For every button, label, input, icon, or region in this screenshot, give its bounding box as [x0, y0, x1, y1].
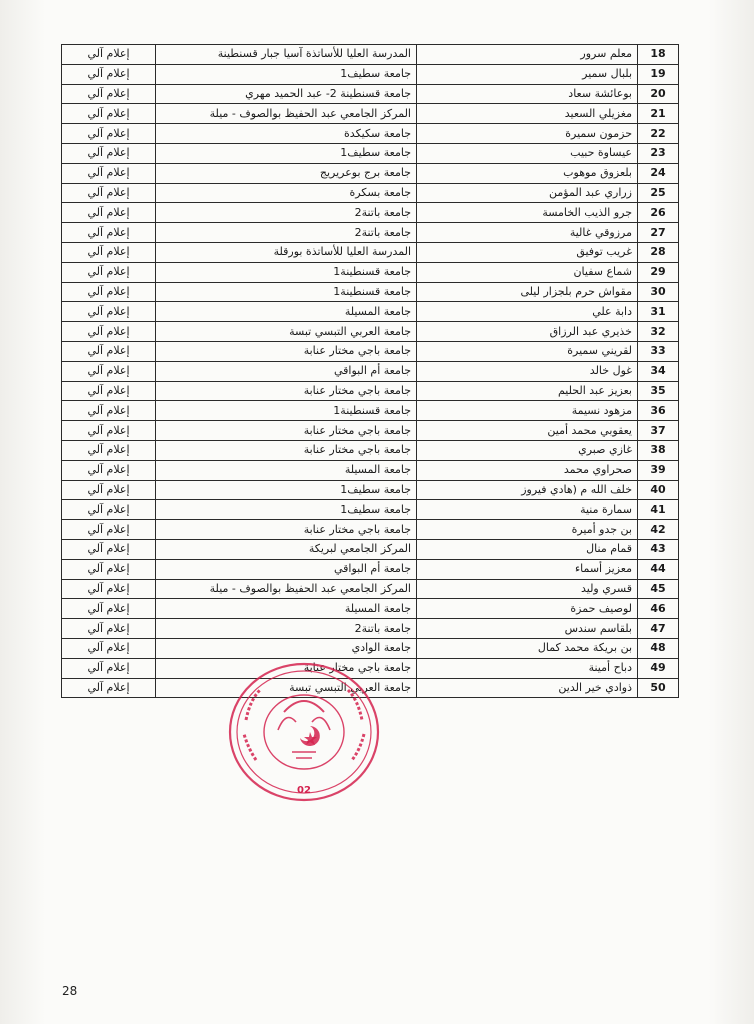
candidate-name-cell: غول خالد [417, 361, 638, 381]
row-number-cell: 31 [638, 302, 679, 322]
candidate-name-cell: قمام منال [417, 539, 638, 559]
row-number-cell: 25 [638, 183, 679, 203]
university-cell: جامعة سطيف1 [156, 143, 417, 163]
university-cell: جامعة العربي التبسي تبسة [156, 322, 417, 342]
university-cell: جامعة سكيكدة [156, 124, 417, 144]
row-number-cell: 23 [638, 143, 679, 163]
table-row [62, 84, 679, 104]
specialty-cell: إعلام آلي [62, 143, 156, 163]
candidate-name-cell: دابة علي [417, 302, 638, 322]
specialty-cell: إعلام آلي [62, 401, 156, 421]
specialty-cell: إعلام آلي [62, 104, 156, 124]
row-number-cell: 32 [638, 322, 679, 342]
specialty-cell: إعلام آلي [62, 124, 156, 144]
candidate-name-cell: معزيز أسماء [417, 559, 638, 579]
row-number-cell: 44 [638, 559, 679, 579]
specialty-cell: إعلام آلي [62, 262, 156, 282]
specialty-cell: إعلام آلي [62, 460, 156, 480]
row-number-cell: 26 [638, 203, 679, 223]
candidate-name-cell: بوعائشة سعاد [417, 84, 638, 104]
table-row [62, 64, 679, 84]
specialty-cell: إعلام آلي [62, 282, 156, 302]
table-row [62, 520, 679, 540]
university-cell: جامعة باتنة2 [156, 619, 417, 639]
candidate-name-cell: ذوادي خير الدين [417, 678, 638, 698]
specialty-cell: إعلام آلي [62, 84, 156, 104]
table-row [62, 143, 679, 163]
university-cell: جامعة العربي التبسي تبسة [156, 678, 417, 698]
specialty-cell: إعلام آلي [62, 302, 156, 322]
table-row [62, 361, 679, 381]
row-number-cell: 21 [638, 104, 679, 124]
table-row [62, 500, 679, 520]
table-row [62, 460, 679, 480]
specialty-cell: إعلام آلي [62, 559, 156, 579]
table-row [62, 638, 679, 658]
row-number-cell: 24 [638, 163, 679, 183]
row-number-cell: 29 [638, 262, 679, 282]
row-number-cell: 38 [638, 440, 679, 460]
row-number-cell: 47 [638, 619, 679, 639]
specialty-cell: إعلام آلي [62, 599, 156, 619]
university-cell: جامعة قسنطينة1 [156, 262, 417, 282]
university-cell: جامعة باجي مختار عنابة [156, 381, 417, 401]
table-row [62, 183, 679, 203]
specialty-cell: إعلام آلي [62, 242, 156, 262]
row-number-cell: 18 [638, 45, 679, 65]
row-number-cell: 27 [638, 223, 679, 243]
table-row [62, 421, 679, 441]
candidate-name-cell: مزهود نسيمة [417, 401, 638, 421]
row-number-cell: 19 [638, 64, 679, 84]
university-cell: جامعة أم البواقي [156, 361, 417, 381]
candidate-name-cell: قسري وليد [417, 579, 638, 599]
table-row [62, 282, 679, 302]
specialty-cell: إعلام آلي [62, 183, 156, 203]
table-row [62, 45, 679, 65]
university-cell: المركز الجامعي لبريكة [156, 539, 417, 559]
university-cell: جامعة سطيف1 [156, 64, 417, 84]
row-number-cell: 33 [638, 341, 679, 361]
table-row [62, 401, 679, 421]
university-cell: جامعة برج بوعريريج [156, 163, 417, 183]
university-cell: جامعة المسيلة [156, 302, 417, 322]
candidate-name-cell: يعقوبي محمد أمين [417, 421, 638, 441]
candidate-name-cell: مغزيلي السعيد [417, 104, 638, 124]
candidate-name-cell: مرزوقي غالية [417, 223, 638, 243]
row-number-cell: 34 [638, 361, 679, 381]
page-number: 28 [62, 984, 78, 998]
table-row [62, 163, 679, 183]
specialty-cell: إعلام آلي [62, 322, 156, 342]
specialty-cell: إعلام آلي [62, 440, 156, 460]
row-number-cell: 20 [638, 84, 679, 104]
specialty-cell: إعلام آلي [62, 500, 156, 520]
row-number-cell: 46 [638, 599, 679, 619]
specialty-cell: إعلام آلي [62, 638, 156, 658]
specialty-cell: إعلام آلي [62, 163, 156, 183]
row-number-cell: 35 [638, 381, 679, 401]
university-cell: جامعة سطيف1 [156, 500, 417, 520]
table-row [62, 559, 679, 579]
row-number-cell: 39 [638, 460, 679, 480]
university-cell: جامعة باتنة2 [156, 223, 417, 243]
candidate-name-cell: حزمون سميرة [417, 124, 638, 144]
candidate-name-cell: بن جدو أميرة [417, 520, 638, 540]
roster-table [61, 44, 679, 698]
candidate-name-cell: عيساوة حبيب [417, 143, 638, 163]
candidate-name-cell: بلقاسم سندس [417, 619, 638, 639]
table-row [62, 341, 679, 361]
candidate-name-cell: دباح أمينة [417, 658, 638, 678]
candidate-name-cell: شماع سفيان [417, 262, 638, 282]
table-row [62, 480, 679, 500]
candidate-name-cell: غازي صبري [417, 440, 638, 460]
specialty-cell: إعلام آلي [62, 223, 156, 243]
row-number-cell: 48 [638, 638, 679, 658]
university-cell: المركز الجامعي عبد الحفيظ بوالصوف - ميلة [156, 579, 417, 599]
row-number-cell: 37 [638, 421, 679, 441]
specialty-cell: إعلام آلي [62, 421, 156, 441]
table-row [62, 322, 679, 342]
university-cell: جامعة قسنطينة1 [156, 401, 417, 421]
university-cell: جامعة أم البواقي [156, 559, 417, 579]
table-row [62, 440, 679, 460]
university-cell: جامعة سطيف1 [156, 480, 417, 500]
row-number-cell: 28 [638, 242, 679, 262]
table-row [62, 579, 679, 599]
table-row [62, 223, 679, 243]
university-cell: جامعة بسكرة [156, 183, 417, 203]
university-cell: المركز الجامعي عبد الحفيظ بوالصوف - ميلة [156, 104, 417, 124]
table-row [62, 539, 679, 559]
row-number-cell: 45 [638, 579, 679, 599]
specialty-cell: إعلام آلي [62, 203, 156, 223]
candidate-name-cell: زراري عبد المؤمن [417, 183, 638, 203]
specialty-cell: إعلام آلي [62, 480, 156, 500]
specialty-cell: إعلام آلي [62, 520, 156, 540]
row-number-cell: 22 [638, 124, 679, 144]
university-cell: جامعة المسيلة [156, 460, 417, 480]
row-number-cell: 36 [638, 401, 679, 421]
university-cell: جامعة الوادي [156, 638, 417, 658]
university-cell: جامعة قسنطينة1 [156, 282, 417, 302]
row-number-cell: 49 [638, 658, 679, 678]
university-cell: جامعة باجي مختار عنابة [156, 520, 417, 540]
candidate-name-cell: جرو الذيب الخامسة [417, 203, 638, 223]
candidate-name-cell: بن بريكة محمد كمال [417, 638, 638, 658]
candidate-name-cell: صحراوي محمد [417, 460, 638, 480]
specialty-cell: إعلام آلي [62, 678, 156, 698]
candidate-name-cell: معلم سرور [417, 45, 638, 65]
row-number-cell: 43 [638, 539, 679, 559]
university-cell: المدرسة العليا للأساتذة بورقلة [156, 242, 417, 262]
table-row [62, 104, 679, 124]
university-cell: جامعة باتنة2 [156, 203, 417, 223]
candidate-name-cell: خذيري عبد الرزاق [417, 322, 638, 342]
specialty-cell: إعلام آلي [62, 539, 156, 559]
roster-table-body [62, 45, 679, 698]
stamp-number: 02 [297, 785, 311, 796]
specialty-cell: إعلام آلي [62, 361, 156, 381]
official-seal-stamp [226, 660, 382, 804]
university-cell: جامعة قسنطينة 2- عبد الحميد مهري [156, 84, 417, 104]
row-number-cell: 41 [638, 500, 679, 520]
table-row [62, 599, 679, 619]
university-cell: المدرسة العليا للأساتذة آسيا جبار قسنطينة [156, 45, 417, 65]
university-cell: جامعة باجي مختار عنابة [156, 341, 417, 361]
specialty-cell: إعلام آلي [62, 341, 156, 361]
university-cell: جامعة المسيلة [156, 599, 417, 619]
candidate-name-cell: سمارة منية [417, 500, 638, 520]
candidate-name-cell: خلف الله م (هادي فيروز [417, 480, 638, 500]
candidate-name-cell: بلعزوق موهوب [417, 163, 638, 183]
table-row [62, 619, 679, 639]
table-row [62, 381, 679, 401]
university-cell: جامعة باجي مختار عنابة [156, 440, 417, 460]
university-cell: جامعة باجي مختار عنابة [156, 421, 417, 441]
specialty-cell: إعلام آلي [62, 619, 156, 639]
candidate-name-cell: بعزيز عبد الحليم [417, 381, 638, 401]
table-row [62, 124, 679, 144]
table-row [62, 262, 679, 282]
candidate-name-cell: لوصيف حمزة [417, 599, 638, 619]
table-row [62, 302, 679, 322]
candidate-name-cell: بلبال سمير [417, 64, 638, 84]
specialty-cell: إعلام آلي [62, 45, 156, 65]
candidate-name-cell: مقواش حرم بلجزار ليلى [417, 282, 638, 302]
row-number-cell: 42 [638, 520, 679, 540]
specialty-cell: إعلام آلي [62, 658, 156, 678]
specialty-cell: إعلام آلي [62, 64, 156, 84]
university-cell: جامعة باجي مختار عنابة [156, 658, 417, 678]
table-row [62, 203, 679, 223]
row-number-cell: 50 [638, 678, 679, 698]
row-number-cell: 30 [638, 282, 679, 302]
specialty-cell: إعلام آلي [62, 381, 156, 401]
table-row [62, 242, 679, 262]
candidate-name-cell: لقريني سميرة [417, 341, 638, 361]
row-number-cell: 40 [638, 480, 679, 500]
specialty-cell: إعلام آلي [62, 579, 156, 599]
candidate-name-cell: غريب توفيق [417, 242, 638, 262]
